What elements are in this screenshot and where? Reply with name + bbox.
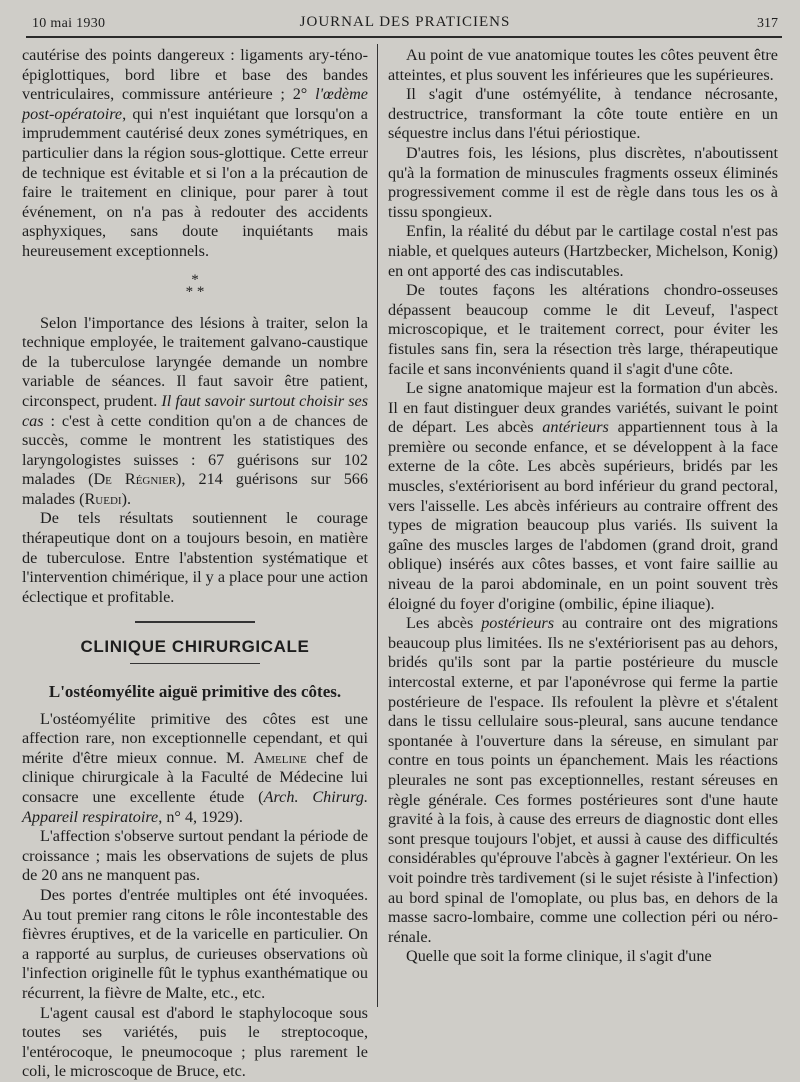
paragraph: Il s'agit d'une ostémyélite, à tendance nécrosante, destructrice, transformant la côte toute entière en un séquestre inclus dans l'étui périostique. xyxy=(388,85,778,143)
paragraph: L'affection s'observe surtout pendant la période de croissance ; mais les observations de sujets de plus de 20 ans ne manquent pas. xyxy=(22,827,368,885)
paragraph: Les abcès postérieurs au contraire ont des migrations beaucoup plus limitées. Ils ne s'extériorisent pas au dehors, bridés qu'ils sont par la partie postérieure du muscle intercostal externe, et par l'aponévrose qui ferme la partie postérieure de l'espace. Ils refoulent la plèvre et s'étalent dans le tissu cellulaire sous-pleural, sans aucune tendance spontanée à l'ouverture dans la séreuse, en simulant par contre en tous points un épanchement. Mais les réactions pleurales ne sont pas exceptionnelles, restant séreuses en règle générale. Ces formes postérieures sont d'une haute gravité à la fois, à cause des erreurs de diagnostic dont elles sont presque toujours l'objet, et aussi à cause des difficultés considérables qu'éprouve l'abcès à gagner l'extérieur. On les voit poindre très tardivement (si le sujet résiste à l'infection) au bord spinal de l'omoplate, ou plus bas, en dehors de la masse sacro-lombaire, comme une collection péri ou néro-rénale. xyxy=(388,614,778,946)
paragraph: Enfin, la réalité du début par le cartilage costal n'est pas niable, et quelques auteurs (Hartzbecker, Michelson, Konig) en ont apporté des cas indiscutables. xyxy=(388,222,778,280)
paragraph: L'ostéomyélite primitive des côtes est une affection rare, non exceptionnelle cependant, et qui mérite d'être mieux connue. M. Ameline chef de clinique chirurgicale à la Faculté de Médecine lui consacre une excellente étude (Arch. Chirurg. Appareil respiratoire, n° 4, 1929). xyxy=(22,709,368,826)
section-rule xyxy=(130,663,260,664)
header-rule xyxy=(26,36,782,38)
paragraph: De toutes façons les altérations chondro-osseuses dépassent beaucoup comme le dit Leveuf, l'aspect microscopique, et le traitement correct, pour éviter les fistules sans fin, sera la résection très large, thérapeutique facile et sans inconvénients quand il s'agit d'une côte. xyxy=(388,281,778,378)
section-separator-stars: * * * xyxy=(185,271,205,300)
article-title: L'ostéomyélite aiguë primitive des côtes. xyxy=(48,682,342,702)
paragraph: L'agent causal est d'abord le staphylocoque sous toutes ses variétés, puis le streptocoque, l'entérocoque, le pneumocoque ; plus rarement le coli, le microscoque de Bruce, etc. xyxy=(22,1003,368,1081)
journal-title: JOURNAL DES PRATICIENS xyxy=(299,14,511,30)
paragraph: De tels résultats soutiennent le courage thérapeutique dont on a toujours besoin, en matière de tuberculose. Entre l'abstention systématique et l'intervention chimérique, il y a place pour une action éclectique et profitable. xyxy=(22,509,368,606)
running-header xyxy=(32,10,778,36)
section-title: CLINIQUE CHIRURGICALE xyxy=(80,637,310,657)
left-column xyxy=(22,46,368,1082)
paragraph: Au point de vue anatomique toutes les côtes peuvent être atteintes, et plus souvent les inférieures que les supérieures. xyxy=(388,46,778,84)
paragraph: Des portes d'entrée multiples ont été invoquées. Au tout premier rang citons le rôle incontestable des fièvres éruptives, et de la varicelle en particulier. On a rapporté au surplus, de curieuses observations où l'infection originelle fût le typhus exanthématique ou récurrent, la fièvre de Malte, etc., etc. xyxy=(22,885,368,1002)
paragraph: Selon l'importance des lésions à traiter, selon la technique employée, le traitement galvano-caustique de la tuberculose laryngée demande un nombre variable de séances. Il faut savoir être patient, circonspect, prudent. Il faut savoir surtout choisir ses cas : c'est à cette condition qu'on a de chances de succès, comme le montrent les statistiques des laryngologistes suisses : 67 guérisons sur 102 malades (De Régnier), 214 guérisons sur 566 malades (Ruedi). xyxy=(22,313,368,508)
paragraph: D'autres fois, les lésions, plus discrètes, n'aboutissent qu'à la formation de minuscules fragments osseux éliminés progressivement comme il est de règle dans tous les os à tissu spongieux. xyxy=(388,143,778,221)
paragraph: Quelle que soit la forme clinique, il s'agit d'une xyxy=(406,947,712,966)
column-divider xyxy=(377,44,378,1007)
header-date: 10 mai 1930 xyxy=(32,16,106,31)
page-number: 317 xyxy=(757,16,778,31)
paragraph: Le signe anatomique majeur est la formation d'un abcès. Il en faut distinguer deux grandes variétés, suivant le point de départ. Les abcès antérieurs appartiennent tous à la première ou seconde enfance, et se développent à la face externe de la côte. Les abcès supérieurs, bridés par les muscles, s'extériorisent au bord inférieur du grand pectoral, vers l'aisselle. Les abcès inférieurs au contraire offrent des types de migration beaucoup plus variés. Ils suivent la gaîne des muscles larges de l'abdomen (grand droit, grand oblique) insérés aux côtes basses, et vont faire saillie au niveau de la paroi abdominale, en un point souvent très éloigné du foyer d'origine (ombilic, épine iliaque). xyxy=(388,379,778,613)
paragraph: cautérise des points dangereux : ligaments ary-téno-épiglottiques, bord libre et base des bandes ventriculaires, commissure antérieure ; 2° l'œdème post-opératoire, qui n'est inquiétant que lorsqu'on a imprudemment cautérisé deux zones symétriques, en particulier dans la région sous-glottique. Cette erreur de technique est évitable et si l'on a la précaution de faire le traitement en clinique, pour parer à tout événement, on n'a pas à redouter des accidents asphyxiques, sans doute inquiétants mais heureusement exceptionnels. xyxy=(22,46,368,260)
section-rule xyxy=(135,621,255,623)
right-column xyxy=(388,46,778,967)
